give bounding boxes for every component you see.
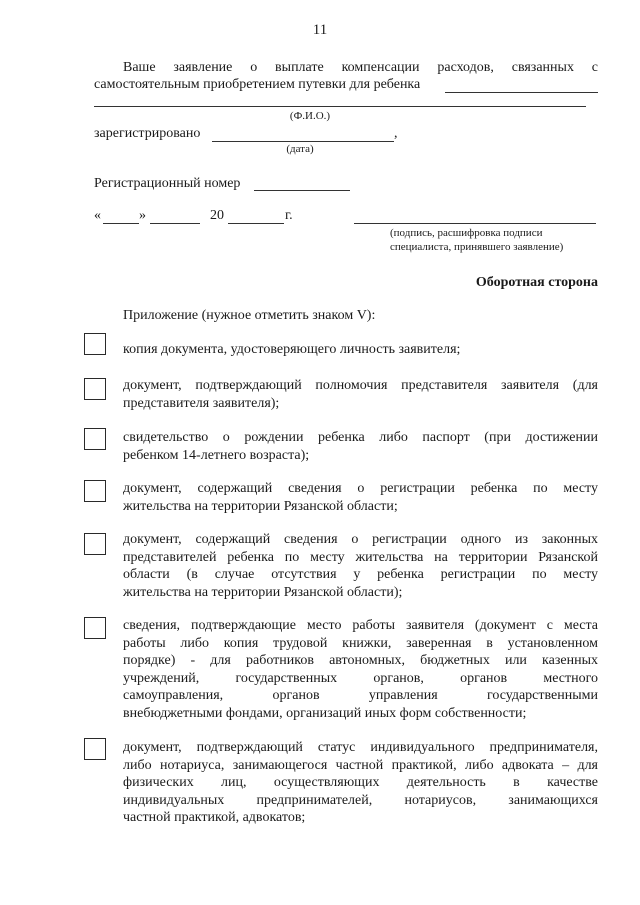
intro-line-1: Ваше заявление о выплате компенсации расходов, связанных с <box>123 60 598 75</box>
attachment-checkbox[interactable] <box>84 480 106 502</box>
attachment-line: копия документа, удостоверяющего личность заявителя; <box>123 342 461 357</box>
attachment-item <box>123 531 598 601</box>
attachment-line: порядке) - для работников автономных, бюджетных или казенных <box>123 653 598 668</box>
attachment-line: области (в случае отсутствия у ребенка регистрации по месту <box>123 567 598 582</box>
reg-number-label: Регистрационный номер <box>94 176 241 191</box>
signature-caption-line-1: (подпись, расшифровка подписи <box>390 227 543 239</box>
attachment-line: внебюджетными фондами, организаций иных форм собственности; <box>123 705 527 721</box>
reg-number-underline[interactable] <box>254 190 350 191</box>
date-open-quote: « <box>94 208 101 223</box>
attachment-line: физических лиц, осуществляющих деятельность в качестве <box>123 775 598 790</box>
attachments-intro: Приложение (нужное отметить знаком V): <box>123 308 376 323</box>
attachment-line: представителя заявителя); <box>123 395 280 411</box>
attachment-line: работы либо копия трудовой книжки, заверенная в установленном <box>123 635 598 651</box>
signature-caption-line-2: специалиста, принявшего заявление) <box>390 241 564 253</box>
attachment-item <box>123 480 598 515</box>
attachment-checkbox[interactable] <box>84 533 106 555</box>
intro-line-2: самостоятельным приобретением путевки для ребенка <box>94 77 421 92</box>
attachment-item <box>123 377 598 412</box>
attachment-line: сведения, подтверждающие место работы заявителя (документ с места <box>123 618 598 633</box>
attachment-line: жительства на территории Рязанской области); <box>123 584 403 600</box>
year-suffix: г. <box>285 208 293 223</box>
page-number: 11 <box>312 22 328 38</box>
attachment-item <box>123 341 598 359</box>
registered-label: зарегистрировано <box>94 126 201 141</box>
date-close-quote: » <box>139 208 146 223</box>
attachment-item <box>123 617 598 722</box>
fio-underline[interactable] <box>94 106 586 107</box>
attachment-item <box>123 739 598 827</box>
child-name-underline[interactable] <box>445 92 598 93</box>
fio-caption: (Ф.И.О.) <box>289 110 331 122</box>
reverse-side-title: Оборотная сторона <box>475 275 598 290</box>
attachment-checkbox[interactable] <box>84 333 106 355</box>
attachment-checkbox[interactable] <box>84 738 106 760</box>
attachment-line: индивидуальных предпринимателей, нотариусов, занимающихся <box>123 792 598 808</box>
attachment-line: самоуправления, органов управления государственными <box>123 688 598 703</box>
day-underline[interactable] <box>103 223 139 224</box>
attachment-checkbox[interactable] <box>84 617 106 639</box>
attachment-line: документ, подтверждающий статус индивидуального предпринимателя, <box>123 740 598 755</box>
attachment-line: учреждений, государственных органов, органов местного <box>123 670 598 686</box>
attachment-checkbox[interactable] <box>84 428 106 450</box>
attachment-line: частной практикой, адвокатов; <box>123 810 306 825</box>
signature-underline[interactable] <box>354 223 596 224</box>
attachment-line: жительства на территории Рязанской области; <box>123 498 398 514</box>
attachment-line: либо нотариуса, занимающегося частной практикой, либо адвоката – для <box>123 757 598 773</box>
attachment-line: документ, подтверждающий полномочия представителя заявителя (для <box>123 378 598 393</box>
attachment-line: свидетельство о рождении ребенка либо паспорт (при достижении <box>123 430 598 445</box>
year-prefix: 20 <box>210 208 224 223</box>
attachment-line: представителей ребенка по месту жительства на территории Рязанской <box>123 549 598 565</box>
attachment-checkbox[interactable] <box>84 378 106 400</box>
date-caption: (дата) <box>286 143 314 155</box>
attachment-line: документ, содержащий сведения о регистрации одного из законных <box>123 532 598 547</box>
year-underline[interactable] <box>228 223 284 224</box>
attachment-line: документ, содержащий сведения о регистрации ребенка по месту <box>123 481 598 496</box>
attachment-item <box>123 429 598 464</box>
registered-date-underline[interactable] <box>212 141 394 142</box>
registered-comma: , <box>394 126 398 141</box>
attachment-line: ребенком 14-летнего возраста); <box>123 447 310 463</box>
month-underline[interactable] <box>150 223 200 224</box>
